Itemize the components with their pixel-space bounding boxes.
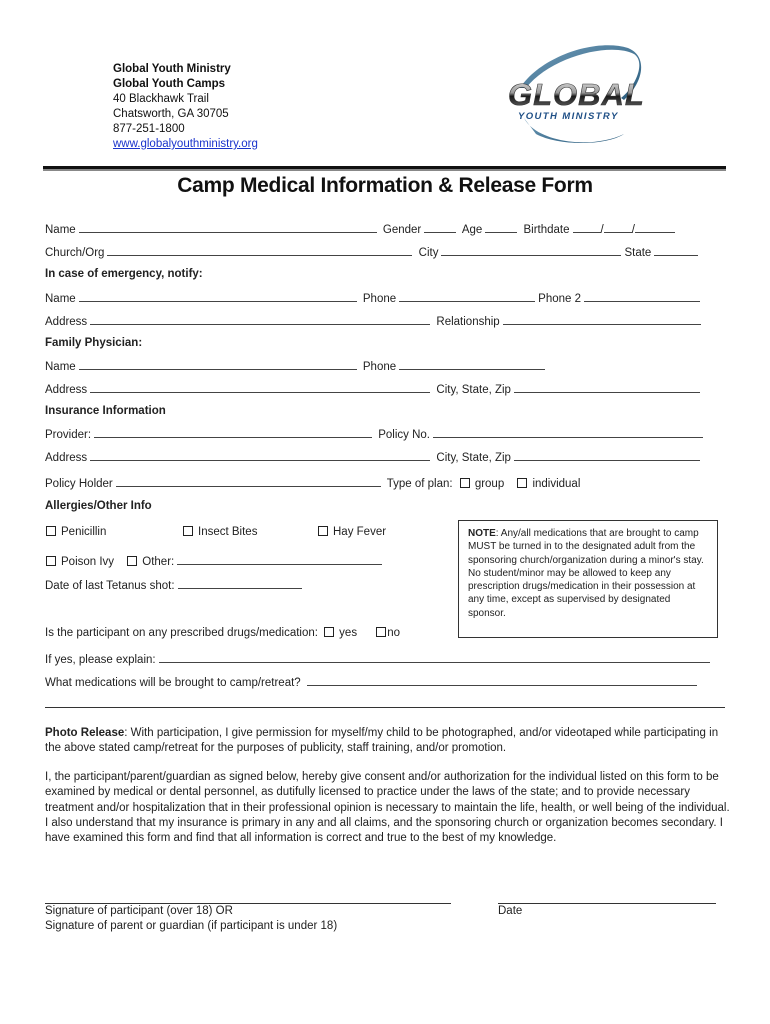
physician-csz-label: City, State, Zip (436, 384, 511, 396)
emergency-address-label: Address (45, 316, 88, 328)
insurance-csz-field[interactable] (514, 450, 700, 461)
physician-row-2 (45, 382, 703, 396)
date-separator: / (600, 224, 604, 236)
date-label: Date (498, 905, 523, 917)
hay-fever-label: Hay Fever (333, 526, 387, 538)
penicillin-label: Penicillin (61, 526, 107, 538)
org-phone: 877-251-1800 (113, 123, 185, 135)
city-label: City (418, 247, 439, 259)
other-allergy-checkbox[interactable] (127, 556, 137, 566)
emergency-phone-label: Phone (362, 293, 397, 305)
header-divider-shadow (43, 169, 726, 171)
plan-type-label: Type of plan: (386, 478, 453, 490)
medication-question-row (45, 627, 400, 639)
policy-holder-field[interactable] (116, 476, 381, 487)
allergies-heading: Allergies/Other Info (45, 500, 152, 512)
emergency-row-2 (45, 314, 704, 328)
explain-field[interactable] (159, 652, 710, 663)
insurance-row-3 (45, 476, 580, 490)
global-youth-ministry-logo (496, 42, 646, 152)
org-city-state-zip: Chatsworth, GA 30705 (113, 108, 229, 120)
insurance-heading: Insurance Information (45, 405, 166, 417)
medication-yes-label: yes (339, 627, 358, 639)
physician-name-label: Name (45, 361, 76, 373)
state-label: State (624, 247, 652, 259)
hay-fever-checkbox[interactable] (318, 526, 328, 536)
org-address: 40 Blackhawk Trail (113, 93, 209, 105)
note-label: NOTE (468, 528, 496, 539)
medication-no-label: no (387, 627, 401, 639)
penicillin-checkbox[interactable] (46, 526, 56, 536)
emergency-name-field[interactable] (79, 291, 357, 302)
medications-brought-label: What medications will be brought to camp/retreat? (45, 677, 301, 689)
church-label: Church/Org (45, 247, 105, 259)
emergency-phone-field[interactable] (399, 291, 535, 302)
church-field[interactable] (107, 245, 412, 256)
tetanus-date-field[interactable] (178, 578, 302, 589)
allergy-option-insect-bites[interactable] (183, 526, 257, 538)
org-name: Global Youth Ministry (113, 63, 231, 75)
other-allergy-label: Other: (142, 556, 175, 568)
logo-swoosh-icon (496, 42, 646, 152)
physician-row-1 (45, 359, 548, 373)
explain-row (45, 652, 713, 666)
website-link[interactable]: www.globalyouthministry.org (113, 138, 258, 150)
physician-address-field[interactable] (90, 382, 430, 393)
camp-name: Global Youth Camps (113, 78, 226, 90)
physician-address-label: Address (45, 384, 88, 396)
medication-no-checkbox[interactable] (376, 627, 386, 637)
tetanus-row (45, 578, 305, 592)
provider-field[interactable] (94, 427, 372, 438)
emergency-name-label: Name (45, 293, 76, 305)
physician-name-field[interactable] (79, 359, 357, 370)
participant-name-field[interactable] (79, 222, 377, 233)
emergency-phone2-field[interactable] (584, 291, 700, 302)
emergency-heading: In case of emergency, notify: (45, 268, 203, 280)
other-allergy-field[interactable] (177, 554, 382, 565)
insurance-row-1 (45, 427, 706, 441)
policy-holder-label: Policy Holder (45, 478, 113, 490)
emergency-phone2-label: Phone 2 (538, 293, 582, 305)
medications-brought-field-line-2[interactable] (45, 706, 725, 708)
photo-release-label: Photo Release (45, 727, 125, 739)
medications-brought-field[interactable] (307, 675, 697, 686)
poison-ivy-checkbox[interactable] (46, 556, 56, 566)
birthdate-label: Birthdate (523, 224, 570, 236)
medication-yes-checkbox[interactable] (324, 627, 334, 637)
medication-note-box (458, 520, 718, 638)
policy-number-label: Policy No. (378, 429, 431, 441)
plan-group-checkbox[interactable] (460, 478, 470, 488)
page-title: Camp Medical Information & Release Form (177, 174, 593, 197)
plan-group-label: group (474, 478, 505, 490)
city-field[interactable] (441, 245, 621, 256)
participant-row-2 (45, 245, 701, 259)
emergency-address-field[interactable] (90, 314, 430, 325)
medications-brought-row (45, 675, 700, 689)
physician-csz-field[interactable] (514, 382, 700, 393)
explain-label: If yes, please explain: (45, 654, 156, 666)
birth-day-field[interactable] (604, 222, 632, 233)
physician-phone-label: Phone (362, 361, 397, 373)
organization-info (113, 62, 258, 152)
insurance-csz-label: City, State, Zip (436, 452, 511, 464)
allergy-row-2 (46, 554, 385, 568)
insurance-address-field[interactable] (90, 450, 430, 461)
tetanus-label: Date of last Tetanus shot: (45, 580, 175, 592)
consent-paragraph: I, the participant/parent/guardian as signed below, hereby give consent and/or authorization for the individual listed on this form to be examined by medical or dental personnel, as dutifully licensed to practice under the laws of the state; and to provide necessary treatment and/or hospitalization that in their professional opinion is necessary to maintain the life, health, or well being of the individual. I also understand that my insurance is primary in any and all claims, and the sponsoring church or organization becomes secondary. I have examined this form and find that all information is correct and true to the best of my knowledge. (45, 771, 730, 845)
medication-question-label: Is the participant on any prescribed drugs/medication: (45, 627, 318, 639)
participant-row-1 (45, 222, 678, 236)
gender-label: Gender (382, 224, 422, 236)
policy-number-field[interactable] (433, 427, 703, 438)
provider-label: Provider: (45, 429, 92, 441)
svg-text:GLOBAL: GLOBAL (508, 77, 645, 112)
insect-bites-label: Insect Bites (198, 526, 258, 538)
insect-bites-checkbox[interactable] (183, 526, 193, 536)
relationship-field[interactable] (503, 314, 701, 325)
name-label: Name (45, 224, 76, 236)
physician-phone-field[interactable] (399, 359, 545, 370)
state-field[interactable] (654, 245, 698, 256)
birth-month-field[interactable] (573, 222, 601, 233)
svg-text:YOUTH MINISTRY: YOUTH MINISTRY (518, 111, 619, 122)
birth-year-field[interactable] (635, 222, 675, 233)
insurance-row-2 (45, 450, 703, 464)
poison-ivy-label: Poison Ivy (61, 556, 115, 568)
photo-release-paragraph (45, 726, 730, 757)
plan-individual-label: individual (532, 478, 581, 490)
plan-individual-checkbox[interactable] (517, 478, 527, 488)
signature-line[interactable] (45, 902, 451, 904)
gender-field[interactable] (424, 222, 456, 233)
photo-release-text: : With participation, I give permission for myself/my child to be photographed, and/or videotaped while participating in the above stated camp/retreat for the purposes of publicity, staff training, and/or promotion. (45, 727, 719, 755)
date-separator: / (631, 224, 635, 236)
allergy-option-hay-fever[interactable] (318, 526, 386, 538)
note-text: : Any/all medications that are brought to camp MUST be turned in to the designated adult from the sponsoring church/organization during a minor's stay. No student/minor may be allowed to keep any prescription drugs/medication in their possession at any time, except as supervised by designated sponsor. (468, 528, 704, 619)
insurance-address-label: Address (45, 452, 88, 464)
allergy-option-penicillin[interactable] (46, 526, 106, 538)
relationship-label: Relationship (436, 316, 500, 328)
date-line[interactable] (498, 902, 716, 904)
physician-heading: Family Physician: (45, 337, 143, 349)
age-field[interactable] (485, 222, 517, 233)
signature-participant-label: Signature of participant (over 18) OR (45, 905, 233, 917)
signature-guardian-label: Signature of parent or guardian (if participant is under 18) (45, 920, 338, 932)
age-label: Age (461, 224, 483, 236)
emergency-row-1 (45, 291, 703, 305)
